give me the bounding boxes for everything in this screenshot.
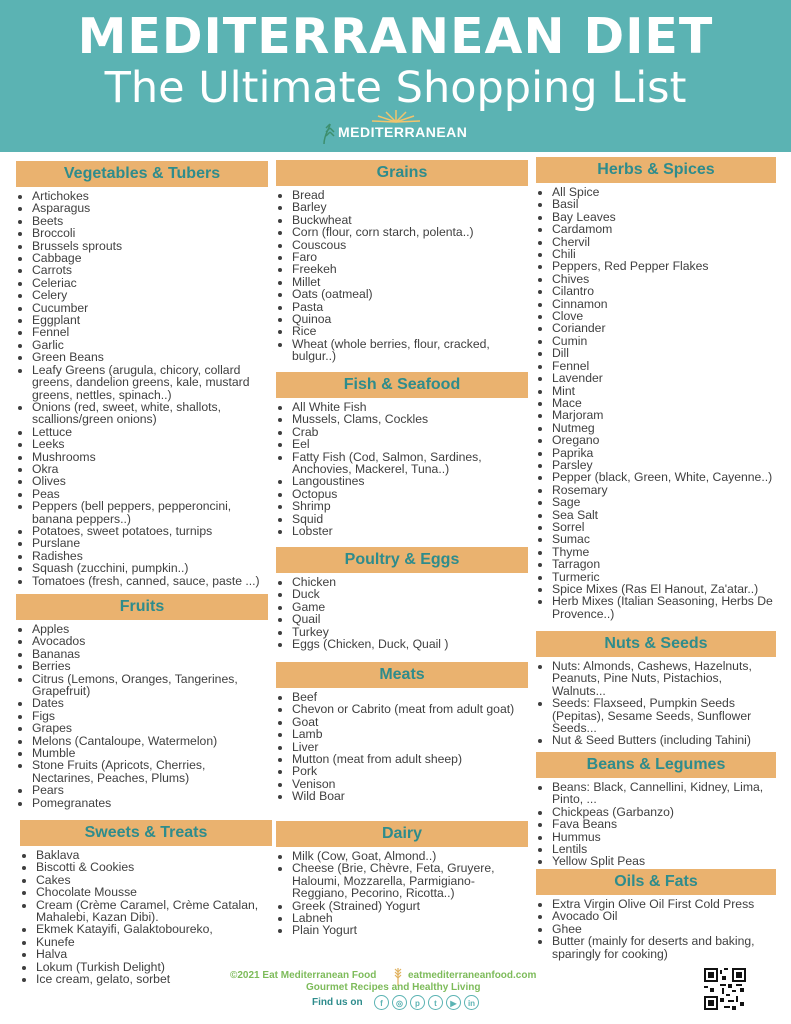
footer-tagline: Gourmet Recipes and Healthy Living xyxy=(306,982,481,993)
list-item: • Spice Mixes (Ras El Hanout, Za'atar..) xyxy=(552,583,776,595)
qr-code[interactable] xyxy=(704,968,746,1010)
list-item: • Lentils xyxy=(552,843,776,855)
list-item: • Brussels sprouts xyxy=(32,240,268,252)
list-item: • Asparagus xyxy=(32,202,268,214)
footer-copyright: ©2021 Eat Mediterranean Food xyxy=(230,970,377,981)
column-1 xyxy=(16,161,268,587)
list-item: • Oats (oatmeal) xyxy=(292,288,528,300)
grains-list xyxy=(276,189,528,363)
list-item: • Beans: Black, Cannellini, Kidney, Lima, Pinto, ... xyxy=(552,781,776,806)
list-item: • Rice xyxy=(292,325,528,337)
list-item: • Chives xyxy=(552,273,776,285)
list-item: • Green Beans xyxy=(32,351,268,363)
list-item: • Peppers, Red Pepper Flakes xyxy=(552,260,776,272)
list-item: • Olives xyxy=(32,475,268,487)
list-item: • Extra Virgin Olive Oil First Cold Press xyxy=(552,898,776,910)
list-item: • Lettuce xyxy=(32,426,268,438)
page-subtitle: The Ultimate Shopping List xyxy=(104,63,687,113)
list-item: • Avocados xyxy=(32,635,268,647)
section-title-vegetables: Vegetables & Tubers xyxy=(16,161,268,187)
list-item: • Marjoram xyxy=(552,409,776,421)
list-item: • Biscotti & Cookies xyxy=(36,861,272,873)
list-item: • Lavender xyxy=(552,372,776,384)
list-item: • Tarragon xyxy=(552,558,776,570)
column-3-nuts xyxy=(536,631,776,747)
list-item: • Bananas xyxy=(32,648,268,660)
list-item: • Squid xyxy=(292,513,528,525)
list-item: • Mushrooms xyxy=(32,451,268,463)
list-item: • Nut & Seed Butters (including Tahini) xyxy=(552,734,776,746)
twitter-icon[interactable]: t xyxy=(428,995,443,1010)
column-2-meats xyxy=(276,662,528,803)
list-item: • Radishes xyxy=(32,550,268,562)
list-item: • Cheese (Brie, Chèvre, Feta, Gruyere, Haloumi, Mozzarella, Parmigiano-Reggiano, Pecorino, Ricotta..) xyxy=(292,862,528,899)
list-item: • Lamb xyxy=(292,728,528,740)
list-item: • Quinoa xyxy=(292,313,528,325)
list-item: • Stone Fruits (Apricots, Cherries, Nectarines, Peaches, Plums) xyxy=(32,759,268,784)
list-item: • Game xyxy=(292,601,528,613)
list-item: • Basil xyxy=(552,198,776,210)
footer-website[interactable]: eatmediterraneanfood.com xyxy=(408,970,537,981)
list-item: • Plain Yogurt xyxy=(292,924,528,936)
list-item: • Yellow Split Peas xyxy=(552,855,776,867)
list-item: • Pears xyxy=(32,784,268,796)
list-item: • Squash (zucchini, pumpkin..) xyxy=(32,562,268,574)
list-item: • Grapes xyxy=(32,722,268,734)
list-item: • All Spice xyxy=(552,186,776,198)
column-2 xyxy=(276,160,528,363)
section-title-oils: Oils & Fats xyxy=(536,869,776,895)
list-item: • Fennel xyxy=(32,326,268,338)
column-2-fish xyxy=(276,372,528,537)
list-item: • Tomatoes (fresh, canned, sauce, paste ...) xyxy=(32,575,268,587)
section-title-dairy: Dairy xyxy=(276,821,528,847)
column-3-oils xyxy=(536,869,776,960)
list-item: • Fennel xyxy=(552,360,776,372)
list-item: • Mace xyxy=(552,397,776,409)
list-item: • Onions (red, sweet, white, shallots, scallions/green onions) xyxy=(32,401,268,426)
list-item: • Pepper (black, Green, White, Cayenne..) xyxy=(552,471,776,483)
brand-logo xyxy=(316,106,476,148)
list-item: • Corn (flour, corn starch, polenta..) xyxy=(292,226,528,238)
list-item: • Halva xyxy=(36,948,272,960)
list-item: • Cream (Crème Caramel, Crème Catalan, Mahalebi, Kazan Dibi). xyxy=(36,899,272,924)
oils-list xyxy=(536,898,776,960)
list-item: • Venison xyxy=(292,778,528,790)
list-item: • Faro xyxy=(292,251,528,263)
list-item: • Baklava xyxy=(36,849,272,861)
list-item: • Crab xyxy=(292,426,528,438)
column-2-dairy xyxy=(276,821,528,937)
list-item: • Dates xyxy=(32,697,268,709)
list-item: • Lobster xyxy=(292,525,528,537)
list-item: • Hummus xyxy=(552,831,776,843)
list-item: • Couscous xyxy=(292,239,528,251)
list-item: • Ghee xyxy=(552,923,776,935)
instagram-icon[interactable]: ◎ xyxy=(392,995,407,1010)
list-item: • Octopus xyxy=(292,488,528,500)
list-item: • Millet xyxy=(292,276,528,288)
column-2-poultry xyxy=(276,547,528,650)
list-item: • Quail xyxy=(292,613,528,625)
list-item: • Leafy Greens (arugula, chicory, collard greens, dandelion greens, kale, mustard greens, nettles, spinach..) xyxy=(32,364,268,401)
footer-find-us: Find us on xyxy=(312,997,363,1008)
list-item: • Celery xyxy=(32,289,268,301)
section-title-nuts: Nuts & Seeds xyxy=(536,631,776,657)
list-item: • Chickpeas (Garbanzo) xyxy=(552,806,776,818)
list-item: • Berries xyxy=(32,660,268,672)
list-item: • Broccoli xyxy=(32,227,268,239)
list-item: • Seeds: Flaxseed, Pumpkin Seeds (Pepitas), Sesame Seeds, Sunflower Seeds... xyxy=(552,697,776,734)
section-title-grains: Grains xyxy=(276,160,528,186)
list-item: • Rosemary xyxy=(552,484,776,496)
list-item: • Peas xyxy=(32,488,268,500)
linkedin-icon[interactable]: in xyxy=(464,995,479,1010)
list-item: • Cumin xyxy=(552,335,776,347)
list-item: • Garlic xyxy=(32,339,268,351)
page-title: MEDITERRANEAN DIET xyxy=(77,8,714,65)
list-item: • Paprika xyxy=(552,447,776,459)
section-title-fish: Fish & Seafood xyxy=(276,372,528,398)
sweets-list xyxy=(20,849,272,985)
list-item: • Leeks xyxy=(32,438,268,450)
list-item: • Cabbage xyxy=(32,252,268,264)
section-title-herbs: Herbs & Spices xyxy=(536,157,776,183)
list-item: • Wheat (whole berries, flour, cracked, bulgur..) xyxy=(292,338,528,363)
list-item: • Sea Salt xyxy=(552,509,776,521)
list-item: • Milk (Cow, Goat, Almond..) xyxy=(292,850,528,862)
list-item: • Buckwheat xyxy=(292,214,528,226)
list-item: • Kunefe xyxy=(36,936,272,948)
column-1-fruits xyxy=(16,594,268,809)
facebook-icon[interactable]: f xyxy=(374,995,389,1010)
section-title-poultry: Poultry & Eggs xyxy=(276,547,528,573)
list-item: • Pomegranates xyxy=(32,797,268,809)
list-item: • Cardamom xyxy=(552,223,776,235)
list-item: • Potatoes, sweet potatoes, turnips xyxy=(32,525,268,537)
pinterest-icon[interactable]: p xyxy=(410,995,425,1010)
list-item: • Lokum (Turkish Delight) xyxy=(36,961,272,973)
list-item: • Ice cream, gelato, sorbet xyxy=(36,973,272,985)
list-item: • Turkey xyxy=(292,626,528,638)
youtube-icon[interactable]: ▶ xyxy=(446,995,461,1010)
list-item: • Duck xyxy=(292,588,528,600)
list-item: • All White Fish xyxy=(292,401,528,413)
column-1-sweets xyxy=(20,820,272,985)
header-band xyxy=(0,0,791,152)
list-item: • Oregano xyxy=(552,434,776,446)
logo-text: MEDITERRANEAN xyxy=(338,124,468,140)
column-3-beans xyxy=(536,752,776,868)
list-item: • Goat xyxy=(292,716,528,728)
list-item: • Thyme xyxy=(552,546,776,558)
list-item: • Labneh xyxy=(292,912,528,924)
list-item: • Cilantro xyxy=(552,285,776,297)
list-item: • Sumac xyxy=(552,533,776,545)
list-item: • Citrus (Lemons, Oranges, Tangerines, Grapefruit) xyxy=(32,673,268,698)
poultry-list xyxy=(276,576,528,650)
beans-list xyxy=(536,781,776,868)
list-item: • Eggs (Chicken, Duck, Quail ) xyxy=(292,638,528,650)
column-3 xyxy=(536,157,776,620)
section-title-meats: Meats xyxy=(276,662,528,688)
list-item: • Dill xyxy=(552,347,776,359)
list-item: • Beets xyxy=(32,215,268,227)
list-item: • Sorrel xyxy=(552,521,776,533)
list-item: • Purslane xyxy=(32,537,268,549)
list-item: • Okra xyxy=(32,463,268,475)
list-item: • Cucumber xyxy=(32,302,268,314)
section-title-beans: Beans & Legumes xyxy=(536,752,776,778)
list-item: • Chili xyxy=(552,248,776,260)
list-item: • Melons (Cantaloupe, Watermelon) xyxy=(32,735,268,747)
list-item: • Carrots xyxy=(32,264,268,276)
list-item: • Barley xyxy=(292,201,528,213)
list-item: • Chicken xyxy=(292,576,528,588)
list-item: • Artichokes xyxy=(32,190,268,202)
list-item: • Mutton (meat from adult sheep) xyxy=(292,753,528,765)
list-item: • Freekeh xyxy=(292,263,528,275)
list-item: • Pasta xyxy=(292,301,528,313)
list-item: • Avocado Oil xyxy=(552,910,776,922)
list-item: • Bay Leaves xyxy=(552,211,776,223)
list-item: • Mint xyxy=(552,385,776,397)
herbs-list xyxy=(536,186,776,620)
list-item: • Celeriac xyxy=(32,277,268,289)
list-item: • Nutmeg xyxy=(552,422,776,434)
list-item: • Greek (Strained) Yogurt xyxy=(292,900,528,912)
list-item: • Coriander xyxy=(552,322,776,334)
list-item: • Peppers (bell peppers, pepperoncini, banana peppers..) xyxy=(32,500,268,525)
social-icons xyxy=(374,995,482,1010)
list-item: • Butter (mainly for deserts and baking, sparingly for cooking) xyxy=(552,935,776,960)
list-item: • Eel xyxy=(292,438,528,450)
list-item: • Wild Boar xyxy=(292,790,528,802)
list-item: • Herb Mixes (Italian Seasoning, Herbs De Provence..) xyxy=(552,595,776,620)
section-title-sweets: Sweets & Treats xyxy=(20,820,272,846)
list-item: • Clove xyxy=(552,310,776,322)
list-item: • Cinnamon xyxy=(552,298,776,310)
list-item: • Turmeric xyxy=(552,571,776,583)
list-item: • Fava Beans xyxy=(552,818,776,830)
list-item: • Ekmek Katayifi, Galaktoboureko, xyxy=(36,923,272,935)
vegetables-list xyxy=(16,190,268,587)
list-item: • Beef xyxy=(292,691,528,703)
list-item: • Nuts: Almonds, Cashews, Hazelnuts, Peanuts, Pine Nuts, Pistachios, Walnuts... xyxy=(552,660,776,697)
list-item: • Chervil xyxy=(552,236,776,248)
dairy-list xyxy=(276,850,528,937)
list-item: • Fatty Fish (Cod, Salmon, Sardines, Anchovies, Mackerel, Tuna..) xyxy=(292,451,528,476)
list-item: • Pork xyxy=(292,765,528,777)
list-item: • Mussels, Clams, Cockles xyxy=(292,413,528,425)
fruits-list xyxy=(16,623,268,809)
list-item: • Apples xyxy=(32,623,268,635)
list-item: • Sage xyxy=(552,496,776,508)
list-item: • Bread xyxy=(292,189,528,201)
nuts-list xyxy=(536,660,776,747)
list-item: • Shrimp xyxy=(292,500,528,512)
section-title-fruits: Fruits xyxy=(16,594,268,620)
list-item: • Chevon or Cabrito (meat from adult goat) xyxy=(292,703,528,715)
list-item: • Parsley xyxy=(552,459,776,471)
list-item: • Cakes xyxy=(36,874,272,886)
list-item: • Langoustines xyxy=(292,475,528,487)
list-item: • Chocolate Mousse xyxy=(36,886,272,898)
list-item: • Figs xyxy=(32,710,268,722)
list-item: • Liver xyxy=(292,741,528,753)
meats-list xyxy=(276,691,528,803)
fish-list xyxy=(276,401,528,537)
list-item: • Mumble xyxy=(32,747,268,759)
list-item: • Eggplant xyxy=(32,314,268,326)
footer xyxy=(200,966,600,1016)
